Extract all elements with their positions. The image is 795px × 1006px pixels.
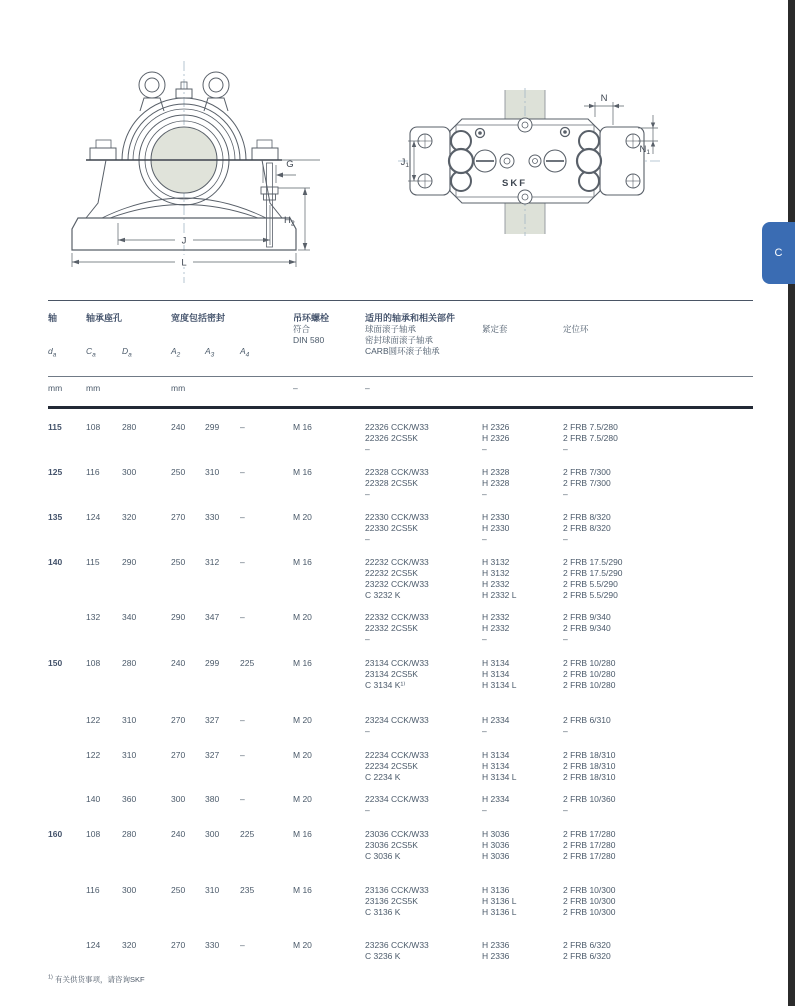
cell-bearings: [365, 715, 482, 737]
cell-line: 2 FRB 10/300: [563, 885, 616, 895]
cell-bearings: [365, 467, 482, 500]
cell-line: –: [482, 634, 487, 644]
cell-adapter-sleeves: [482, 750, 563, 783]
unit-shaft: mm: [48, 383, 63, 393]
cell-shaft-diameter: [48, 885, 86, 918]
cell-locating-rings: [563, 794, 753, 816]
cell-line: 22328 2CS5K: [365, 478, 418, 488]
cell-bore-ca: 124: [86, 512, 101, 522]
dim-label-n: N: [600, 93, 608, 104]
cell-locating-rings: [563, 940, 753, 962]
dim-label-g: G: [286, 159, 294, 170]
cell-locating-rings: [563, 512, 753, 545]
cell-line: 2 FRB 17/280: [563, 829, 616, 839]
cell-bore-ca: 116: [86, 885, 100, 895]
cell-line: 2 FRB 8/320: [563, 512, 611, 522]
housing-front-view-drawing: [62, 55, 332, 290]
cell-line: H 2334: [482, 715, 510, 725]
dim-label-n1: $N_1$: [639, 144, 650, 156]
cell-a3: 327: [205, 715, 220, 725]
cell-line: 2 FRB 17/280: [563, 851, 616, 861]
eye-bolt-icon: [203, 72, 229, 98]
cell-bore-ca: 132: [86, 612, 101, 622]
cell-bore-da: 290: [122, 557, 137, 567]
housing-end-cap: [410, 127, 450, 195]
cell-bore-ca: 124: [86, 940, 101, 950]
cell-line: 22232 CCK/W33: [365, 557, 429, 567]
symbol-a4: $A_4$: [240, 346, 250, 359]
cell-locating-rings: [563, 885, 753, 918]
cell-line: H 2328: [482, 478, 510, 488]
cell-bore-ca: 122: [86, 750, 101, 760]
cell-line: 23136 CCK/W33: [365, 885, 429, 895]
cell-adapter-sleeves: [482, 467, 563, 500]
cell-locating-rings: [563, 467, 753, 500]
cell-adapter-sleeves: [482, 612, 563, 645]
cell-a3: 310: [205, 467, 220, 477]
cell-bore-da: 300: [122, 885, 137, 895]
cell-adapter-sleeves: [482, 885, 563, 918]
cell-bore-ca: 108: [86, 422, 101, 432]
table-row: [48, 612, 753, 645]
cell-bore-ca: 140: [86, 794, 101, 804]
cell-line: –: [365, 534, 370, 544]
cell-line: C 3232 K: [365, 590, 401, 600]
col-header-eye-bolt: 吊环螺栓: [293, 313, 330, 323]
cell-line: H 2332: [482, 612, 510, 622]
cell-a4: –: [240, 612, 245, 622]
cell-a2: 270: [171, 750, 186, 760]
symbol-da: $d_a$: [48, 346, 57, 359]
cell-bore-da: 310: [122, 715, 137, 725]
table-row: [48, 422, 753, 455]
cell-line: 2 FRB 7/300: [563, 467, 611, 477]
unit-bolt: –: [293, 383, 298, 393]
cell-bore-ca: 116: [86, 467, 100, 477]
cell-line: 22232 2CS5K: [365, 568, 418, 578]
cell-locating-rings: [563, 422, 753, 455]
symbol-dia: $D_a$: [122, 346, 132, 359]
cell-eye-bolt: M 20: [293, 512, 312, 522]
cell-line: 22234 CCK/W33: [365, 750, 429, 760]
cell-a4: 225: [240, 658, 255, 668]
cell-shaft-diameter: [48, 794, 86, 816]
cell-shaft-diameter: 115: [48, 422, 62, 432]
table-row: [48, 715, 753, 737]
cell-a3: 330: [205, 512, 220, 522]
table-row: [48, 557, 753, 601]
cell-bore-da: 360: [122, 794, 137, 804]
cell-line: 2 FRB 10/280: [563, 680, 616, 690]
cell-eye-bolt: M 20: [293, 612, 312, 622]
cell-line: H 3134: [482, 658, 510, 668]
units-row: [48, 376, 753, 406]
cell-line: 22330 2CS5K: [365, 523, 418, 533]
col-header-width-seals: 宽度包括密封: [171, 313, 226, 323]
cell-bearings: [365, 612, 482, 645]
cell-shaft-diameter: 150: [48, 658, 63, 668]
cell-line: H 3036: [482, 851, 510, 861]
unit-bore: mm: [86, 383, 101, 393]
cell-bore-da: 280: [122, 829, 137, 839]
cell-adapter-sleeves: [482, 829, 563, 862]
cell-adapter-sleeves: [482, 715, 563, 737]
cell-line: 2 FRB 18/310: [563, 761, 616, 771]
cell-bore-da: 310: [122, 750, 137, 760]
cell-line: H 3132: [482, 568, 510, 578]
cell-line: 22332 CCK/W33: [365, 612, 429, 622]
cell-bore-da: 280: [122, 422, 137, 432]
cell-line: H 3136 L: [482, 896, 517, 906]
cell-line: H 3134 L: [482, 772, 517, 782]
cell-bore-da: 280: [122, 658, 137, 668]
cell-line: C 3036 K: [365, 851, 401, 861]
cell-adapter-sleeves: [482, 512, 563, 545]
cell-bore-ca: 122: [86, 715, 101, 725]
cell-adapter-sleeves: [482, 658, 563, 691]
table-row: [48, 885, 753, 918]
cell-a3: 347: [205, 612, 220, 622]
cell-bore-da: 300: [122, 467, 137, 477]
col-header-adapter-sleeve: 紧定套: [482, 324, 508, 334]
cell-line: 23134 2CS5K: [365, 669, 418, 679]
table-row: [48, 794, 753, 816]
page-edge-strip: [788, 0, 795, 1006]
col-header-shaft: 轴: [48, 313, 58, 323]
col-header-sealed-spherical: 密封球面滚子轴承: [365, 335, 434, 345]
symbol-a2: $A_2$: [171, 346, 181, 359]
cell-bore-da: 320: [122, 940, 137, 950]
cell-a4: –: [240, 715, 245, 725]
cell-adapter-sleeves: [482, 557, 563, 601]
cell-a2: 300: [171, 794, 186, 804]
col-header-eye-bolt-standard: 符合: [293, 324, 311, 334]
cell-bearings: [365, 885, 482, 918]
cell-line: 23234 CCK/W33: [365, 715, 429, 725]
cell-a4: –: [240, 422, 245, 432]
skf-logo: SKF: [502, 178, 527, 189]
section-tab-c: C: [762, 222, 795, 284]
cell-a3: 327: [205, 750, 220, 760]
cell-line: 2 FRB 5.5/290: [563, 590, 618, 600]
cell-line: 22328 CCK/W33: [365, 467, 429, 477]
cell-a2: 250: [171, 885, 186, 895]
cell-line: H 3136: [482, 885, 510, 895]
cell-line: H 3134 L: [482, 680, 517, 690]
cell-line: 2 FRB 6/320: [563, 940, 611, 950]
cell-line: –: [563, 489, 568, 499]
cell-a2: 270: [171, 940, 186, 950]
cell-eye-bolt: M 16: [293, 557, 312, 567]
cell-bearings: [365, 829, 482, 862]
cell-line: 23232 CCK/W33: [365, 579, 429, 589]
cell-line: H 3132: [482, 557, 510, 567]
table-row: [48, 658, 753, 691]
cell-bearings: [365, 557, 482, 601]
cell-a2: 250: [171, 467, 186, 477]
cell-eye-bolt: M 20: [293, 940, 312, 950]
cell-eye-bolt: M 16: [293, 658, 312, 668]
col-header-eye-bolt-din: DIN 580: [293, 335, 325, 345]
table-row: [48, 940, 753, 962]
cell-line: 23036 CCK/W33: [365, 829, 429, 839]
cell-line: 2 FRB 7/300: [563, 478, 611, 488]
cell-line: 23236 CCK/W33: [365, 940, 429, 950]
cell-a2: 290: [171, 612, 186, 622]
cell-line: 2 FRB 10/300: [563, 907, 616, 917]
cell-line: H 3134: [482, 750, 510, 760]
cell-line: 2 FRB 9/340: [563, 623, 611, 633]
cell-eye-bolt: M 16: [293, 829, 312, 839]
cell-line: H 3136 L: [482, 907, 517, 917]
cell-line: H 3134: [482, 761, 510, 771]
cell-line: –: [563, 726, 568, 736]
cell-line: –: [482, 444, 487, 454]
cell-a2: 270: [171, 512, 186, 522]
cell-line: –: [563, 444, 568, 454]
cell-locating-rings: [563, 829, 753, 862]
cell-shaft-diameter: [48, 715, 86, 737]
cell-line: H 2328: [482, 467, 510, 477]
cell-bearings: [365, 794, 482, 816]
table-row: [48, 750, 753, 783]
cell-locating-rings: [563, 612, 753, 645]
cell-line: 2 FRB 10/360: [563, 794, 616, 804]
cell-line: 23036 2CS5K: [365, 840, 418, 850]
cell-line: 2 FRB 6/310: [563, 715, 611, 725]
cell-line: –: [365, 634, 370, 644]
cell-eye-bolt: M 16: [293, 885, 312, 895]
cell-line: 2 FRB 10/280: [563, 669, 616, 679]
cell-line: 2 FRB 18/310: [563, 772, 616, 782]
cell-shaft-diameter: 140: [48, 557, 63, 567]
col-header-spherical: 球面滚子轴承: [365, 324, 417, 334]
col-header-housing-bore: 轴承座孔: [86, 313, 123, 323]
cell-line: –: [365, 726, 370, 736]
cell-adapter-sleeves: [482, 794, 563, 816]
cell-line: 23136 2CS5K: [365, 896, 418, 906]
cell-eye-bolt: M 20: [293, 715, 312, 725]
cell-line: 2 FRB 10/300: [563, 896, 616, 906]
cell-line: –: [563, 634, 568, 644]
cell-line: C 3136 K: [365, 907, 401, 917]
cell-bearings: [365, 512, 482, 545]
unit-width: mm: [171, 383, 186, 393]
cell-a3: 312: [205, 557, 220, 567]
cell-line: H 3036: [482, 829, 510, 839]
cell-line: H 3036: [482, 840, 510, 850]
cell-line: 2 FRB 17.5/290: [563, 557, 623, 567]
cell-a4: –: [240, 794, 245, 804]
cell-a4: 235: [240, 885, 255, 895]
cell-bore-ca: 115: [86, 557, 100, 567]
eye-bolt-icon: [139, 72, 165, 98]
cell-a4: –: [240, 940, 245, 950]
cell-locating-rings: [563, 557, 753, 601]
cell-line: H 2332: [482, 623, 510, 633]
cell-locating-rings: [563, 750, 753, 783]
symbol-ca: $C_a$: [86, 346, 96, 359]
cell-eye-bolt: M 20: [293, 750, 312, 760]
dim-label-j1: $J_1$: [400, 157, 409, 169]
cell-shaft-diameter: 160: [48, 829, 63, 839]
cell-locating-rings: [563, 715, 753, 737]
cell-line: 22330 CCK/W33: [365, 512, 429, 522]
cell-a2: 270: [171, 715, 186, 725]
symbol-a3: $A_3$: [205, 346, 215, 359]
footnote-text: 有关供货事项，请咨询SKF: [54, 975, 145, 984]
cell-line: 22334 CCK/W33: [365, 794, 429, 804]
cell-bearings: [365, 940, 482, 962]
cell-line: –: [365, 489, 370, 499]
cell-line: 2 FRB 10/280: [563, 658, 616, 668]
cell-line: –: [482, 534, 487, 544]
cell-a3: 300: [205, 829, 220, 839]
cell-a4: –: [240, 467, 245, 477]
cell-line: –: [563, 805, 568, 815]
col-header-locating-ring: 定位环: [563, 324, 589, 334]
cell-line: 22332 2CS5K: [365, 623, 418, 633]
cell-a3: 299: [205, 658, 220, 668]
footnote-marker: 1): [48, 974, 53, 981]
cell-line: H 2330: [482, 512, 510, 522]
footnote: [48, 974, 145, 985]
cell-line: C 2234 K: [365, 772, 401, 782]
cell-line: C 3236 K: [365, 951, 401, 961]
cell-bore-ca: 108: [86, 829, 101, 839]
cell-line: 2 FRB 9/340: [563, 612, 611, 622]
table-row: [48, 512, 753, 545]
cell-line: C 3134 K¹⁾: [365, 680, 406, 690]
cell-line: –: [482, 805, 487, 815]
cell-line: 2 FRB 18/310: [563, 750, 616, 760]
table-row: [48, 467, 753, 500]
dimension-table: [48, 300, 753, 962]
cell-a3: 310: [205, 885, 220, 895]
cell-bearings: [365, 750, 482, 783]
cell-shaft-diameter: [48, 612, 86, 645]
cell-line: H 2334: [482, 794, 510, 804]
cell-a3: 330: [205, 940, 220, 950]
cell-line: H 2332: [482, 579, 510, 589]
table-row: [48, 829, 753, 862]
table-header: [48, 301, 753, 357]
cell-line: H 2326: [482, 433, 510, 443]
cell-bore-da: 320: [122, 512, 137, 522]
col-header-suitable-bearings: 适用的轴承和相关部件: [365, 313, 456, 323]
cell-line: 23134 CCK/W33: [365, 658, 429, 668]
cell-line: 2 FRB 7.5/280: [563, 422, 618, 432]
cell-line: 2 FRB 8/320: [563, 523, 611, 533]
cell-a4: 225: [240, 829, 255, 839]
cell-line: –: [482, 726, 487, 736]
cell-shaft-diameter: 125: [48, 467, 63, 477]
cell-eye-bolt: M 16: [293, 422, 312, 432]
cell-a4: –: [240, 512, 245, 522]
cell-line: 2 FRB 7.5/280: [563, 433, 618, 443]
cell-line: –: [365, 444, 370, 454]
cell-a2: 240: [171, 422, 186, 432]
cell-line: –: [365, 805, 370, 815]
housing-end-cap: [600, 127, 644, 195]
table-body: [48, 406, 753, 962]
cell-line: 2 FRB 5.5/290: [563, 579, 618, 589]
col-header-carb: CARB圆环滚子轴承: [365, 346, 440, 356]
cell-line: 22234 2CS5K: [365, 761, 418, 771]
cell-shaft-diameter: [48, 940, 86, 962]
unit-bearings: –: [365, 383, 370, 393]
dim-label-h2: $H_2$: [284, 215, 295, 228]
cell-eye-bolt: M 16: [293, 467, 312, 477]
cell-bore-ca: 108: [86, 658, 101, 668]
cell-a3: 299: [205, 422, 220, 432]
cell-line: 2 FRB 17.5/290: [563, 568, 623, 578]
cell-a2: 250: [171, 557, 186, 567]
cell-adapter-sleeves: [482, 940, 563, 962]
cell-bore-da: 340: [122, 612, 137, 622]
cell-eye-bolt: M 20: [293, 794, 312, 804]
cell-line: H 2336: [482, 951, 510, 961]
cell-line: –: [563, 534, 568, 544]
cell-a4: –: [240, 750, 245, 760]
cell-a2: 240: [171, 829, 186, 839]
housing-top-view-drawing: [398, 88, 663, 238]
cell-line: –: [482, 489, 487, 499]
cell-line: H 2330: [482, 523, 510, 533]
cell-line: 22326 CCK/W33: [365, 422, 429, 432]
cell-line: H 3134: [482, 669, 510, 679]
cell-bearings: [365, 658, 482, 691]
cell-line: H 2332 L: [482, 590, 517, 600]
cell-bearings: [365, 422, 482, 455]
cell-a2: 240: [171, 658, 186, 668]
cell-line: 2 FRB 17/280: [563, 840, 616, 850]
cell-adapter-sleeves: [482, 422, 563, 455]
dim-label-l: L: [181, 257, 187, 269]
cell-a4: –: [240, 557, 245, 567]
cell-shaft-diameter: 135: [48, 512, 63, 522]
cell-line: H 2336: [482, 940, 510, 950]
cell-a3: 380: [205, 794, 220, 804]
cell-line: 22326 2CS5K: [365, 433, 418, 443]
cell-line: H 2326: [482, 422, 510, 432]
dim-label-j: J: [181, 235, 187, 247]
cell-shaft-diameter: [48, 750, 86, 783]
cell-locating-rings: [563, 658, 753, 691]
cell-line: 2 FRB 6/320: [563, 951, 611, 961]
